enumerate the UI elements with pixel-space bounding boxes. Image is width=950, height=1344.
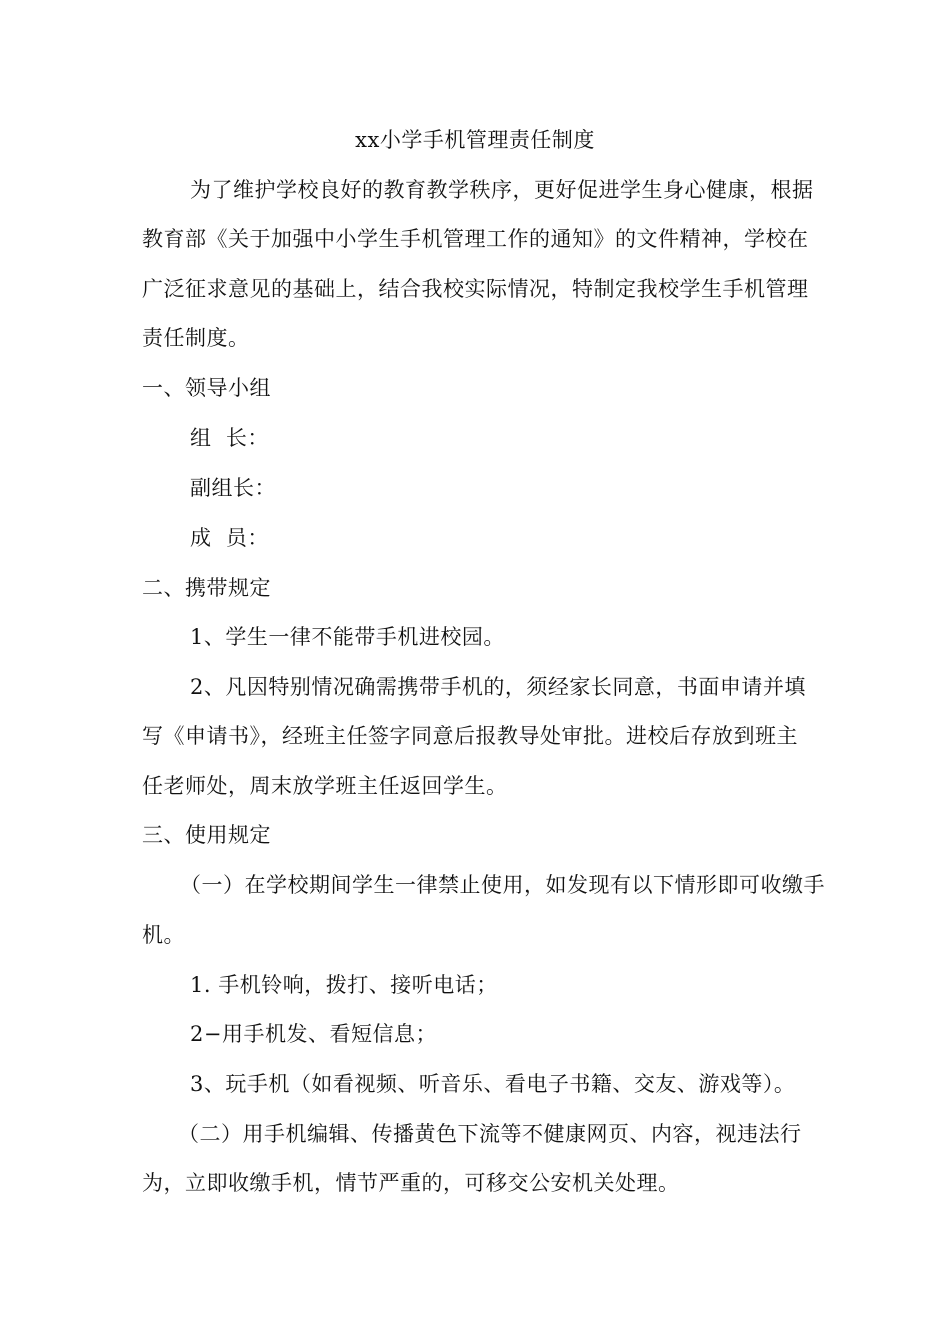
usage-sub1-line-1: （一）在学校期间学生一律禁止使用，如发现有以下情形即可收缴手 [180,873,825,897]
carrying-rule-1: 1、学生一律不能带手机进校园。 [190,625,505,649]
usage-item-3: 3、玩手机（如看视频、听音乐、看电子书籍、交友、游戏等）。 [190,1072,796,1096]
usage-item-1: 1. 手机铃响，拨打、接听电话； [190,973,498,997]
section-heading-carrying: 二、携带规定 [142,576,271,600]
intro-line-1: 为了维护学校良好的教育教学秩序，更好促进学生身心健康，根据 [190,178,814,202]
intro-line-2: 教育部《关于加强中小学生手机管理工作的通知》的文件精神，学校在 [142,227,809,251]
document-title: xx小学手机管理责任制度 [355,128,595,152]
carrying-rule-2-line-1: 2、凡因特别情况确需携带手机的，须经家长同意，书面申请并填 [190,675,806,699]
usage-sub1-line-2: 机。 [142,923,185,947]
section-heading-leadership: 一、领导小组 [142,376,271,400]
usage-sub2-line-2: 为，立即收缴手机，情节严重的，可移交公安机关处理。 [142,1171,680,1195]
deputy-leader-label: 副组长： [190,476,276,500]
carrying-rule-2-line-2: 写《申请书》，经班主任签字同意后报教导处审批。进校后存放到班主 [142,724,798,748]
carrying-rule-2-line-3: 任老师处，周末放学班主任返回学生。 [142,774,508,798]
section-heading-usage: 三、使用规定 [142,823,271,847]
usage-item-2: 2−用手机发、看短信息； [190,1022,437,1046]
intro-line-3: 广泛征求意见的基础上，结合我校实际情况，特制定我校学生手机管理 [142,277,809,301]
members-label: 成 员： [190,526,269,550]
intro-line-4: 责任制度。 [142,326,250,350]
leader-label: 组 长： [190,426,269,450]
usage-sub2-line-1: （二）用手机编辑、传播黄色下流等不健康网页、内容，视违法行 [178,1122,802,1146]
